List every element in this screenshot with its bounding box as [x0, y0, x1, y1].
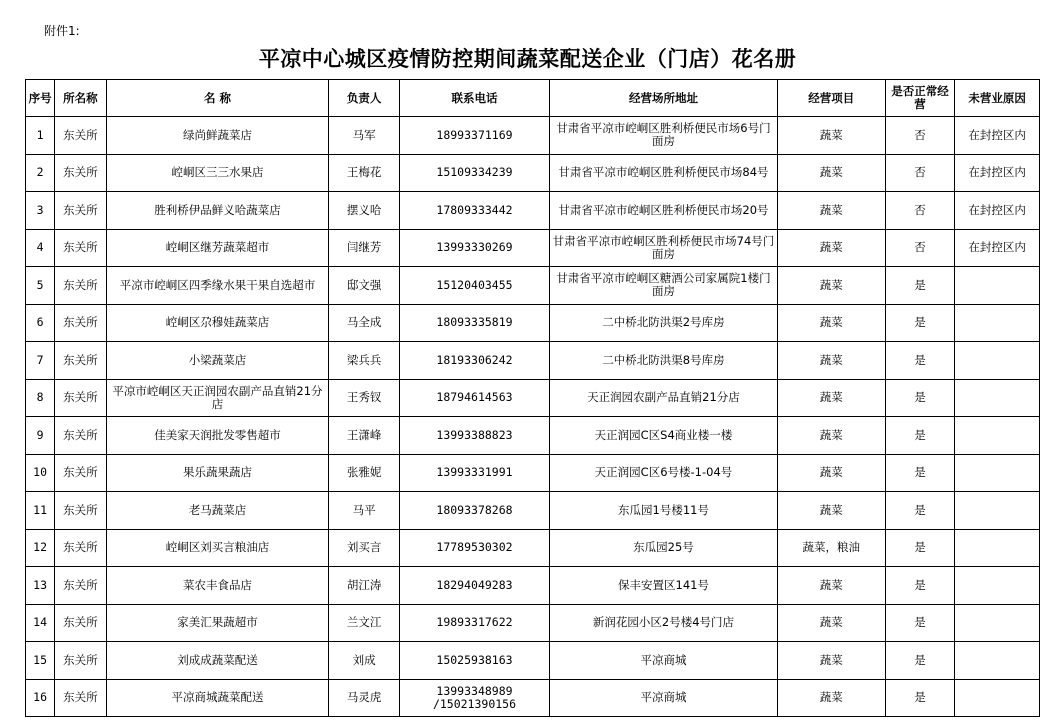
- cell-reason: [955, 642, 1040, 680]
- cell-normal: 是: [885, 304, 955, 342]
- cell-address: 新润花园小区2号楼4号门店: [550, 604, 778, 642]
- table-row: [26, 679, 1040, 717]
- cell-office: 东关所: [55, 454, 106, 492]
- cell-item: 蔬菜: [777, 267, 885, 305]
- cell-person: 摆义哈: [329, 192, 400, 230]
- table-row: [26, 492, 1040, 530]
- header-reason: 未营业原因: [955, 80, 1040, 117]
- cell-name: 崆峒区刘买言粮油店: [106, 529, 329, 567]
- cell-name: 小梁蔬菜店: [106, 342, 329, 380]
- header-name: 名 称: [106, 80, 329, 117]
- cell-address: 二中桥北防洪渠2号库房: [550, 304, 778, 342]
- cell-item: 蔬菜: [777, 342, 885, 380]
- cell-person: 马平: [329, 492, 400, 530]
- cell-seq: 14: [26, 604, 55, 642]
- cell-name: 平凉商城蔬菜配送: [106, 679, 329, 717]
- cell-reason: 在封控区内: [955, 192, 1040, 230]
- cell-person: 马军: [329, 117, 400, 155]
- header-phone: 联系电话: [399, 80, 549, 117]
- header-normal: 是否正常经营: [885, 80, 955, 117]
- cell-person: 张雅妮: [329, 454, 400, 492]
- cell-seq: 11: [26, 492, 55, 530]
- cell-person: 王秀钗: [329, 379, 400, 417]
- cell-item: 蔬菜，粮油: [777, 529, 885, 567]
- header-row: [26, 80, 1040, 117]
- cell-reason: [955, 342, 1040, 380]
- cell-office: 东关所: [55, 492, 106, 530]
- cell-address: 甘肃省平凉市崆峒区糖酒公司家属院1楼门面房: [550, 267, 778, 305]
- cell-item: 蔬菜: [777, 379, 885, 417]
- cell-phone: 18993371169: [399, 117, 549, 155]
- cell-item: 蔬菜: [777, 117, 885, 155]
- cell-office: 东关所: [55, 604, 106, 642]
- cell-reason: [955, 492, 1040, 530]
- cell-normal: 否: [885, 192, 955, 230]
- cell-phone: 15120403455: [399, 267, 549, 305]
- table-row: [26, 304, 1040, 342]
- cell-seq: 13: [26, 567, 55, 605]
- cell-office: 东关所: [55, 229, 106, 267]
- cell-normal: 是: [885, 604, 955, 642]
- cell-phone: 18093335819: [399, 304, 549, 342]
- table-row: [26, 567, 1040, 605]
- cell-seq: 9: [26, 417, 55, 455]
- cell-seq: 8: [26, 379, 55, 417]
- table-row: [26, 454, 1040, 492]
- cell-office: 东关所: [55, 192, 106, 230]
- cell-reason: [955, 567, 1040, 605]
- cell-item: 蔬菜: [777, 604, 885, 642]
- cell-phone: 13993330269: [399, 229, 549, 267]
- cell-item: 蔬菜: [777, 642, 885, 680]
- cell-address: 二中桥北防洪渠8号库房: [550, 342, 778, 380]
- cell-name: 刘成成蔬菜配送: [106, 642, 329, 680]
- cell-name: 家美汇果蔬超市: [106, 604, 329, 642]
- cell-seq: 12: [26, 529, 55, 567]
- cell-name: 老马蔬菜店: [106, 492, 329, 530]
- table-row: [26, 117, 1040, 155]
- cell-seq: 16: [26, 679, 55, 717]
- cell-reason: 在封控区内: [955, 117, 1040, 155]
- cell-seq: 2: [26, 154, 55, 192]
- cell-normal: 是: [885, 492, 955, 530]
- cell-reason: 在封控区内: [955, 154, 1040, 192]
- cell-normal: 是: [885, 417, 955, 455]
- cell-item: 蔬菜: [777, 679, 885, 717]
- table-row: [26, 267, 1040, 305]
- cell-office: 东关所: [55, 342, 106, 380]
- cell-normal: 是: [885, 679, 955, 717]
- cell-name: 胜利桥伊品鲜义哈蔬菜店: [106, 192, 329, 230]
- cell-address: 甘肃省平凉市崆峒区胜利桥便民市场74号门面房: [550, 229, 778, 267]
- cell-normal: 否: [885, 229, 955, 267]
- table-row: [26, 379, 1040, 417]
- cell-phone: 15025938163: [399, 642, 549, 680]
- table-row: [26, 642, 1040, 680]
- header-person: 负责人: [329, 80, 400, 117]
- cell-phone: 18294049283: [399, 567, 549, 605]
- cell-address: 甘肃省平凉市崆峒区胜利桥便民市场20号: [550, 192, 778, 230]
- cell-person: 胡江涛: [329, 567, 400, 605]
- table-row: [26, 229, 1040, 267]
- table-row: [26, 192, 1040, 230]
- header-seq: 序号: [26, 80, 55, 117]
- cell-office: 东关所: [55, 679, 106, 717]
- table-row: [26, 529, 1040, 567]
- cell-seq: 1: [26, 117, 55, 155]
- cell-person: 刘买言: [329, 529, 400, 567]
- cell-phone: 18093378268: [399, 492, 549, 530]
- cell-seq: 7: [26, 342, 55, 380]
- cell-reason: [955, 267, 1040, 305]
- cell-person: 马全成: [329, 304, 400, 342]
- cell-person: 王梅花: [329, 154, 400, 192]
- cell-phone: 13993348989 /15021390156: [399, 679, 549, 717]
- cell-reason: [955, 304, 1040, 342]
- page-title: 平凉中心城区疫情防控期间蔬菜配送企业（门店）花名册: [258, 46, 797, 71]
- cell-person: 兰文江: [329, 604, 400, 642]
- cell-phone: 17809333442: [399, 192, 549, 230]
- cell-phone: 17789530302: [399, 529, 549, 567]
- cell-reason: [955, 529, 1040, 567]
- cell-normal: 是: [885, 567, 955, 605]
- cell-name: 果乐蔬果蔬店: [106, 454, 329, 492]
- cell-item: 蔬菜: [777, 454, 885, 492]
- cell-phone: 18794614563: [399, 379, 549, 417]
- cell-address: 保丰安置区141号: [550, 567, 778, 605]
- cell-normal: 是: [885, 267, 955, 305]
- cell-reason: [955, 604, 1040, 642]
- table-row: [26, 342, 1040, 380]
- cell-address: 平凉商城: [550, 679, 778, 717]
- cell-seq: 15: [26, 642, 55, 680]
- cell-name: 崆峒区尕穆娃蔬菜店: [106, 304, 329, 342]
- attachment-label: 附件1:: [44, 24, 80, 38]
- cell-address: 东瓜园25号: [550, 529, 778, 567]
- table-row: [26, 417, 1040, 455]
- cell-address: 天正润园C区S4商业楼一楼: [550, 417, 778, 455]
- cell-phone: 13993388823: [399, 417, 549, 455]
- cell-normal: 是: [885, 529, 955, 567]
- cell-item: 蔬菜: [777, 417, 885, 455]
- cell-normal: 是: [885, 642, 955, 680]
- cell-item: 蔬菜: [777, 192, 885, 230]
- roster-table: [25, 79, 1040, 717]
- cell-reason: [955, 679, 1040, 717]
- cell-normal: 是: [885, 379, 955, 417]
- cell-person: 闫继芳: [329, 229, 400, 267]
- cell-normal: 否: [885, 154, 955, 192]
- header-office: 所名称: [55, 80, 106, 117]
- cell-name: 佳美家天润批发零售超市: [106, 417, 329, 455]
- cell-person: 邸文强: [329, 267, 400, 305]
- cell-reason: [955, 417, 1040, 455]
- cell-reason: [955, 454, 1040, 492]
- cell-person: 刘成: [329, 642, 400, 680]
- cell-item: 蔬菜: [777, 492, 885, 530]
- header-address: 经营场所地址: [550, 80, 778, 117]
- cell-phone: 13993331991: [399, 454, 549, 492]
- cell-seq: 6: [26, 304, 55, 342]
- table-row: [26, 604, 1040, 642]
- header-item: 经营项目: [777, 80, 885, 117]
- cell-office: 东关所: [55, 417, 106, 455]
- cell-seq: 5: [26, 267, 55, 305]
- cell-seq: 4: [26, 229, 55, 267]
- table-row: [26, 154, 1040, 192]
- cell-item: 蔬菜: [777, 154, 885, 192]
- cell-seq: 10: [26, 454, 55, 492]
- cell-item: 蔬菜: [777, 304, 885, 342]
- cell-phone: 18193306242: [399, 342, 549, 380]
- cell-address: 东瓜园1号楼11号: [550, 492, 778, 530]
- cell-person: 梁兵兵: [329, 342, 400, 380]
- cell-name: 平凉市崆峒区天正润园农副产品直销21分店: [106, 379, 329, 417]
- cell-normal: 否: [885, 117, 955, 155]
- cell-phone: 19893317622: [399, 604, 549, 642]
- cell-seq: 3: [26, 192, 55, 230]
- cell-address: 甘肃省平凉市崆峒区胜利桥便民市场84号: [550, 154, 778, 192]
- cell-office: 东关所: [55, 529, 106, 567]
- cell-name: 平凉市崆峒区四季缘水果干果自选超市: [106, 267, 329, 305]
- cell-address: 平凉商城: [550, 642, 778, 680]
- cell-normal: 是: [885, 342, 955, 380]
- cell-phone: 15109334239: [399, 154, 549, 192]
- cell-person: 马灵虎: [329, 679, 400, 717]
- cell-name: 菜农丰食品店: [106, 567, 329, 605]
- cell-office: 东关所: [55, 267, 106, 305]
- cell-office: 东关所: [55, 567, 106, 605]
- cell-office: 东关所: [55, 379, 106, 417]
- cell-office: 东关所: [55, 304, 106, 342]
- cell-normal: 是: [885, 454, 955, 492]
- cell-item: 蔬菜: [777, 229, 885, 267]
- cell-name: 崆峒区三三水果店: [106, 154, 329, 192]
- cell-office: 东关所: [55, 154, 106, 192]
- cell-reason: 在封控区内: [955, 229, 1040, 267]
- cell-person: 王潇峰: [329, 417, 400, 455]
- cell-address: 天正润园农副产品直销21分店: [550, 379, 778, 417]
- cell-reason: [955, 379, 1040, 417]
- cell-office: 东关所: [55, 642, 106, 680]
- cell-office: 东关所: [55, 117, 106, 155]
- cell-name: 崆峒区继芳蔬菜超市: [106, 229, 329, 267]
- cell-item: 蔬菜: [777, 567, 885, 605]
- cell-address: 天正润园C区6号楼-1-04号: [550, 454, 778, 492]
- cell-name: 绿尚鲜蔬菜店: [106, 117, 329, 155]
- cell-address: 甘肃省平凉市崆峒区胜利桥便民市场6号门面房: [550, 117, 778, 155]
